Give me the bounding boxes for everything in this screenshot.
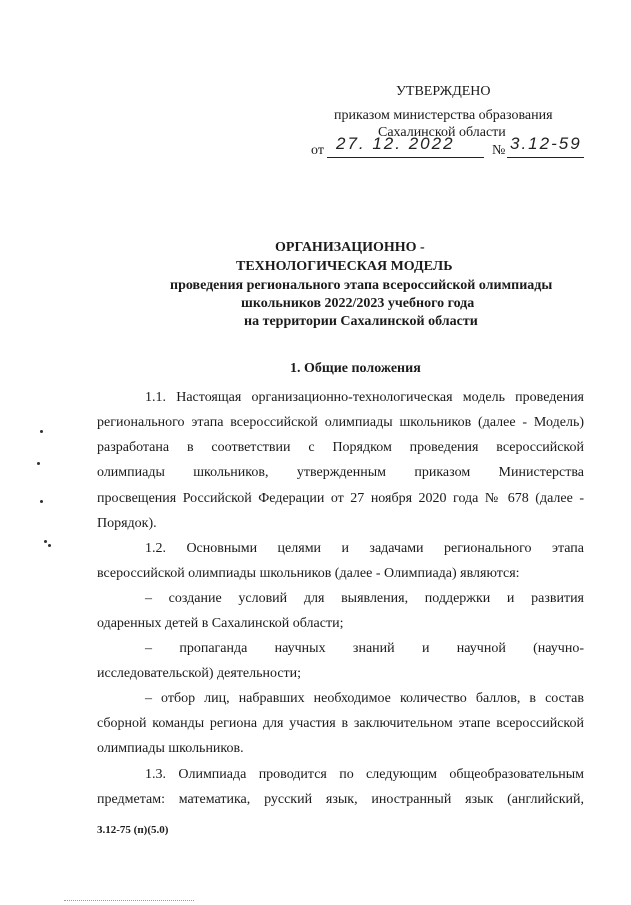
paragraph-line: разработана в соответствии с Порядком проведения всероссийской [97,440,584,455]
title-line-5: на территории Сахалинской области [244,314,478,329]
paragraph-line: всероссийской олимпиады школьников (далее - Олимпиада) являются: [97,566,520,581]
title-line-4: школьников 2022/2023 учебного года [241,296,475,311]
scan-speck [40,500,43,503]
paragraph-line: олимпиады школьников, утвержденным приказом Министерства [97,465,584,480]
bullet-line: сборной команды региона для участия в заключительном этапе всероссийской [97,716,584,731]
bullet-line: – отбор лиц, набравших необходимое количество баллов, в состав [145,691,584,706]
title-line-2: ТЕХНОЛОГИЧЕСКАЯ МОДЕЛЬ [236,259,453,274]
paragraph-line: просвещения Российской Федерации от 27 ноября 2020 года № 678 (далее - [97,491,584,506]
paragraph-line: предметам: математика, русский язык, иностранный язык (английский, [97,792,584,807]
bullet-line: – создание условий для выявления, поддержки и развития [145,591,584,606]
date-underline [327,157,484,158]
title-line-1: ОРГАНИЗАЦИОННО - [275,240,425,255]
approval-line-1: приказом министерства образования [334,108,553,123]
paragraph-line: 1.2. Основными целями и задачами регионального этапа [145,541,584,556]
title-line-3: проведения регионального этапа всероссийской олимпиады [170,278,553,293]
scan-speck [40,430,43,433]
scan-speck [37,462,40,465]
handwritten-date: 27. 12. 2022 [336,134,455,153]
scan-edge-line [64,900,194,901]
approval-line-2: Сахалинской области [378,125,506,140]
bullet-line: олимпиады школьников. [97,741,244,756]
bullet-line: исследовательской) деятельности; [97,666,302,681]
section-heading: 1. Общие положения [290,361,421,376]
scan-speck [48,544,51,547]
document-code: 3.12-75 (п)(5.0) [97,824,169,836]
bullet-line: – пропаганда научных знаний и научной (научно- [145,641,584,656]
handwritten-number: 3.12-59 [510,134,582,153]
number-prefix: № [492,143,506,158]
paragraph-line: регионального этапа всероссийской олимпиады школьников (далее - Модель) [97,415,584,430]
paragraph-line: 1.3. Олимпиада проводится по следующим общеобразовательным [145,767,584,782]
paragraph-line: Порядок). [97,516,157,531]
paragraph-line: 1.1. Настоящая организационно-технологическая модель проведения [145,390,584,405]
number-underline [507,157,584,158]
date-prefix: от [311,143,324,158]
approval-heading: УТВЕРЖДЕНО [396,84,491,99]
bullet-line: одаренных детей в Сахалинской области; [97,616,344,631]
scan-speck [44,540,47,543]
